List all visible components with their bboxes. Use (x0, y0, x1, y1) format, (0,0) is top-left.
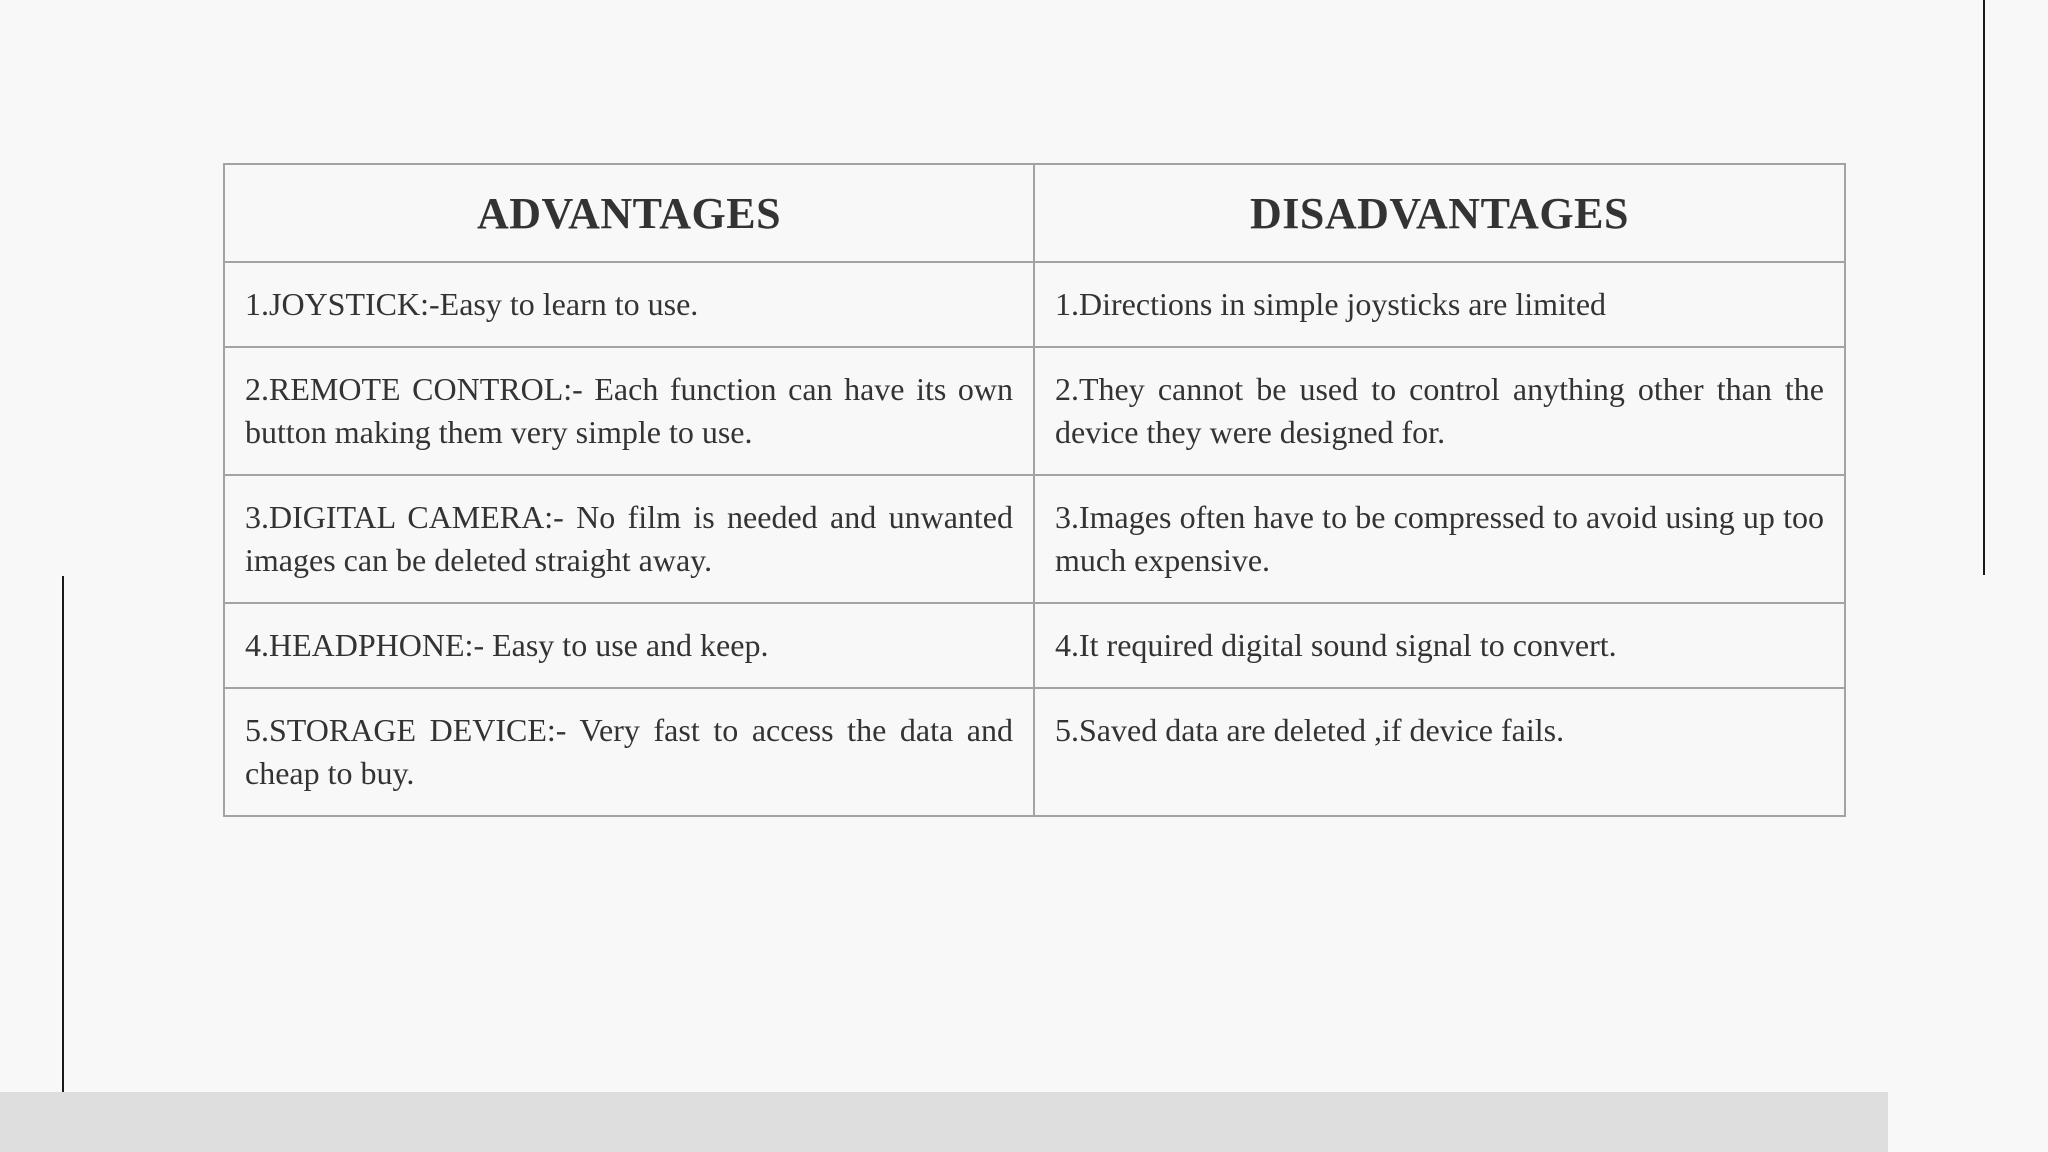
advantages-header: ADVANTAGES (224, 164, 1034, 262)
advantage-cell: 5.STORAGE DEVICE:- Very fast to access the data and cheap to buy. (224, 688, 1034, 816)
decorative-line-left (62, 576, 64, 1152)
disadvantage-cell: 4.It required digital sound signal to convert. (1034, 603, 1845, 688)
advantage-cell: 3.DIGITAL CAMERA:- No film is needed and unwanted images can be deleted straight away. (224, 475, 1034, 603)
advantage-cell: 1.JOYSTICK:-Easy to learn to use. (224, 262, 1034, 347)
disadvantage-cell: 2.They cannot be used to control anything other than the device they were designed for. (1034, 347, 1845, 475)
disadvantage-cell: 1.Directions in simple joysticks are limited (1034, 262, 1845, 347)
decorative-line-right (1983, 0, 1985, 575)
comparison-table (223, 163, 1846, 817)
header-row (224, 164, 1845, 262)
footer-band (0, 1092, 1888, 1152)
table-row (224, 475, 1845, 603)
advantage-cell: 4.HEADPHONE:- Easy to use and keep. (224, 603, 1034, 688)
advantage-cell: 2.REMOTE CONTROL:- Each function can have its own button making them very simple to use. (224, 347, 1034, 475)
table-row (224, 347, 1845, 475)
disadvantage-cell: 3.Images often have to be compressed to avoid using up too much expensive. (1034, 475, 1845, 603)
disadvantage-cell: 5.Saved data are deleted ,if device fails. (1034, 688, 1845, 816)
table-row (224, 603, 1845, 688)
table-row (224, 688, 1845, 816)
table-row (224, 262, 1845, 347)
disadvantages-header: DISADVANTAGES (1034, 164, 1845, 262)
